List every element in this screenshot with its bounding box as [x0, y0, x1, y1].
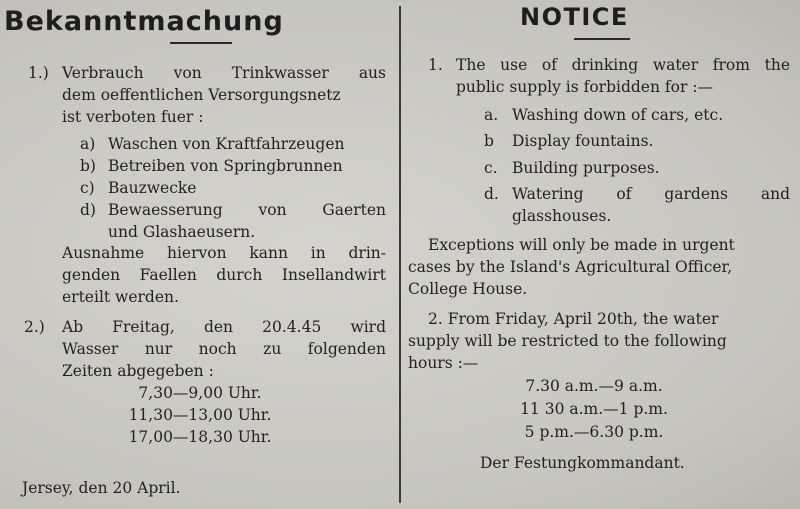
english-subitem-d-text2: glasshouses. — [512, 207, 612, 225]
english-item1-number: 1. — [428, 56, 443, 74]
german-item1-line2: dem oeffentlichen Versorgungsnetz — [62, 86, 341, 104]
german-footer-date: Jersey, den 20 April. — [22, 479, 181, 497]
english-subitem-a-marker: a. — [484, 106, 499, 124]
german-item1-number: 1.) — [28, 64, 49, 82]
german-column — [0, 0, 398, 509]
german-time-2: 11,30—13,00 Uhr. — [128, 406, 272, 424]
german-subitem-c-marker: c) — [80, 179, 95, 197]
german-item2-line2: Wasser nur noch zu folgenden — [62, 340, 386, 358]
german-exception-line1: Ausnahme hiervon kann in drin- — [62, 244, 386, 262]
english-column — [404, 0, 800, 509]
german-heading: Bekanntmachung — [4, 6, 284, 37]
english-subitem-d-text: Watering of gardens and — [512, 185, 790, 203]
english-signature: Der Festungkommandant. — [480, 454, 685, 472]
german-heading-rule — [170, 42, 232, 44]
english-time-2: 11 30 a.m.—1 p.m. — [520, 400, 668, 418]
german-item2-line1: Ab Freitag, den 20.4.45 wird — [62, 318, 386, 336]
german-time-1: 7,30—9,00 Uhr. — [138, 384, 262, 402]
english-time-3: 5 p.m.—6.30 p.m. — [524, 423, 664, 441]
german-item2-line3: Zeiten abgegeben : — [62, 362, 214, 380]
german-exception-line3: erteilt werden. — [62, 288, 179, 306]
german-subitem-d-text: Bewaesserung von Gaerten — [108, 201, 386, 219]
german-time-3: 17,00—18,30 Uhr. — [128, 428, 272, 446]
german-subitem-a-text: Waschen von Kraftfahrzeugen — [108, 135, 345, 153]
english-exception-line1: Exceptions will only be made in urgent — [428, 236, 735, 254]
english-item2-line2: supply will be restricted to the following — [408, 332, 727, 350]
english-subitem-c-marker: c. — [484, 159, 498, 177]
german-item1-line1: Verbrauch von Trinkwasser aus — [62, 64, 386, 82]
english-heading-rule — [574, 38, 630, 40]
german-subitem-d-text2: und Glashaeusern. — [108, 223, 256, 241]
german-subitem-b-text: Betreiben von Springbrunnen — [108, 157, 343, 175]
english-subitem-b-text: Display fountains. — [512, 132, 654, 150]
english-subitem-a-text: Washing down of cars, etc. — [512, 106, 724, 124]
english-item1-line1: The use of drinking water from the — [456, 56, 790, 74]
german-subitem-d-marker: d) — [80, 201, 96, 219]
german-item2-number: 2.) — [24, 318, 45, 336]
english-subitem-b-marker: b — [484, 132, 494, 150]
german-exception-line2: genden Faellen durch Insellandwirt — [62, 266, 386, 284]
german-subitem-c-text: Bauzwecke — [108, 179, 197, 197]
english-item1-line2: public supply is forbidden for :— — [456, 78, 714, 96]
german-subitem-a-marker: a) — [80, 135, 96, 153]
english-subitem-d-marker: d. — [484, 185, 499, 203]
english-subitem-c-text: Building purposes. — [512, 159, 660, 177]
english-exception-line2: cases by the Island's Agricultural Officer, — [408, 258, 733, 276]
german-subitem-b-marker: b) — [80, 157, 96, 175]
english-exception-line3: College House. — [408, 280, 528, 298]
english-item2-line1: 2. From Friday, April 20th, the water — [428, 310, 719, 328]
english-heading: NOTICE — [520, 3, 629, 31]
english-time-1: 7.30 a.m.—9 a.m. — [525, 377, 663, 395]
column-divider — [399, 6, 401, 503]
english-item2-line3: hours :— — [408, 354, 479, 372]
german-item1-line3: ist verboten fuer : — [62, 108, 204, 126]
